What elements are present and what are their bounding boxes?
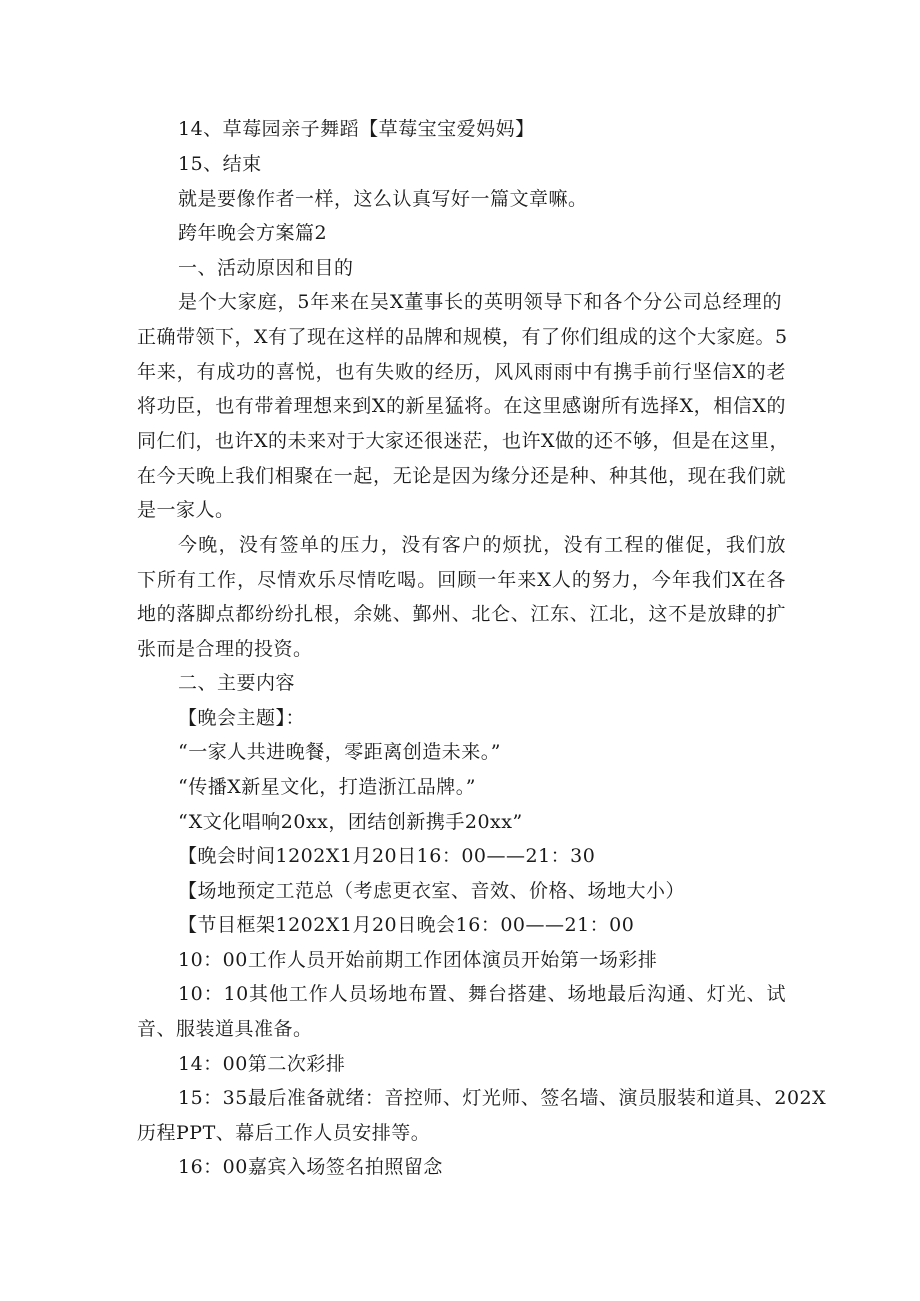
paragraph-line: 下所有工作，尽情欢乐尽情吃喝。回顾一年来X人的努力，今年我们X在各 bbox=[137, 569, 786, 591]
slogan-line: “一家人共进晚餐，零距离创造未来。” bbox=[178, 741, 501, 763]
info-line: 【晚会时间1202X1月20日16：00——21：30 bbox=[178, 845, 596, 867]
section-heading: 一、活动原因和目的 bbox=[178, 257, 354, 279]
paragraph-line: 是一家人。 bbox=[137, 499, 235, 521]
info-line: 【节目框架1202X1月20日晚会16：00——21：00 bbox=[178, 914, 635, 936]
paragraph-line: 年来，有成功的喜悦，也有失败的经历，风风雨雨中有携手前行坚信X的老 bbox=[137, 361, 786, 383]
schedule-item: 音、服装道具准备。 bbox=[137, 1018, 313, 1040]
schedule-item: 历程PPT、幕后工作人员安排等。 bbox=[137, 1122, 431, 1144]
paragraph-line: 将功臣，也有带着理想来到X的新星猛将。在这里感谢所有选择X，相信X的 bbox=[137, 395, 786, 417]
schedule-item: 10：10其他工作人员场地布置、舞台搭建、场地最后沟通、灯光、试 bbox=[178, 983, 786, 1005]
paragraph-line: 地的落脚点都纷纷扎根，余姚、鄞州、北仑、江东、江北，这不是放肆的扩 bbox=[137, 603, 786, 625]
subheading: 【晚会主题】： bbox=[178, 707, 306, 729]
paragraph-line: 在今天晚上我们相聚在一起，无论是因为缘分还是种、种其他，现在我们就 bbox=[137, 465, 786, 487]
section-title: 跨年晚会方案篇2 bbox=[178, 222, 328, 244]
section-heading: 二、主要内容 bbox=[178, 672, 296, 694]
paragraph-line: 正确带领下，X有了现在这样的品牌和规模，有了你们组成的这个大家庭。5 bbox=[137, 326, 788, 348]
paragraph-line: 同仁们，也许X的未来对于大家还很迷茫，也许X做的还不够，但是在这里， bbox=[137, 430, 790, 452]
schedule-item: 10：00工作人员开始前期工作团体演员开始第一场彩排 bbox=[178, 949, 658, 971]
schedule-item: 15：35最后准备就绪：音控师、灯光师、签名墙、演员服装和道具、202X bbox=[178, 1087, 827, 1109]
schedule-item: 16：00嘉宾入场签名拍照留念 bbox=[178, 1156, 443, 1178]
paragraph-line: 是个大家庭，5年来在吴X董事长的英明领导下和各个分公司总经理的 bbox=[178, 291, 782, 313]
slogan-line: “X文化唱响20xx，团结创新携手20xx” bbox=[178, 811, 523, 833]
slogan-line: “传播X新星文化，打造浙江品牌。” bbox=[178, 776, 476, 798]
paragraph-line: 就是要像作者一样，这么认真写好一篇文章嘛。 bbox=[178, 188, 588, 210]
paragraph-line: 张而是合理的投资。 bbox=[137, 638, 313, 660]
paragraph-line: 今晚，没有签单的压力，没有客户的烦扰，没有工程的催促，我们放 bbox=[178, 534, 786, 556]
list-item: 15、结束 bbox=[178, 153, 262, 175]
schedule-item: 14：00第二次彩排 bbox=[178, 1053, 346, 1075]
list-item: 14、草莓园亲子舞蹈【草莓宝宝爱妈妈】 bbox=[178, 118, 535, 140]
info-line: 【场地预定工范总（考虑更衣室、音效、价格、场地大小） bbox=[178, 880, 686, 902]
